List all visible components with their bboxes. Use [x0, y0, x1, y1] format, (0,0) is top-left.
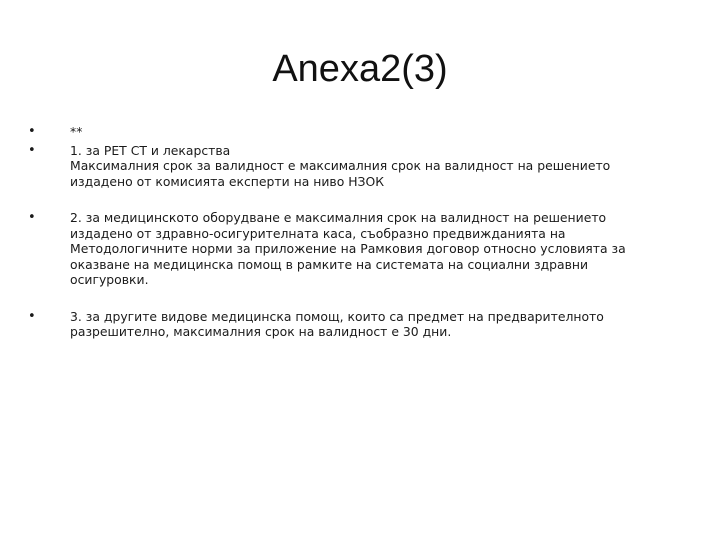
item-text-line: Методологичните норми за приложение на Рамковия договор относно условията за: [70, 241, 626, 256]
item-text-line: разрешително, максималния срок на валидност е 30 дни.: [70, 324, 452, 339]
list-item: [28, 143, 668, 190]
list-item: [28, 309, 668, 340]
bullet-icon: •: [28, 210, 36, 225]
slide-title: Anexa2(3): [272, 48, 448, 90]
item-text-line: 2. за медицинското оборудване е максималния срок на валидност на решението: [70, 210, 607, 225]
item-text-line: осигуровки.: [70, 272, 149, 287]
bullet-icon: •: [28, 142, 36, 158]
item-text-line: оказване на медицинска помощ в рамките на системата на социални здравни: [70, 256, 589, 272]
bullet-list: [28, 124, 668, 340]
item-text-line: издадено от здравно-осигурителната каса, съобразно предвижданията на: [70, 225, 566, 241]
bullet-icon: •: [28, 308, 36, 324]
item-text-line: 1. за РЕТ СТ и лекарства: [70, 142, 231, 158]
item-text-line: 3. за другите видове медицинска помощ, които са предмет на предварителното: [70, 308, 604, 324]
list-item: [28, 210, 668, 288]
bullet-icon: •: [28, 124, 36, 139]
item-text-line: **: [70, 124, 83, 139]
item-text-line: издадено от комисията експерти на ниво НЗОК: [70, 173, 385, 189]
list-item: [28, 124, 668, 140]
item-text-line: Максималния срок за валидност е максималния срок на валидност на решението: [70, 158, 611, 173]
